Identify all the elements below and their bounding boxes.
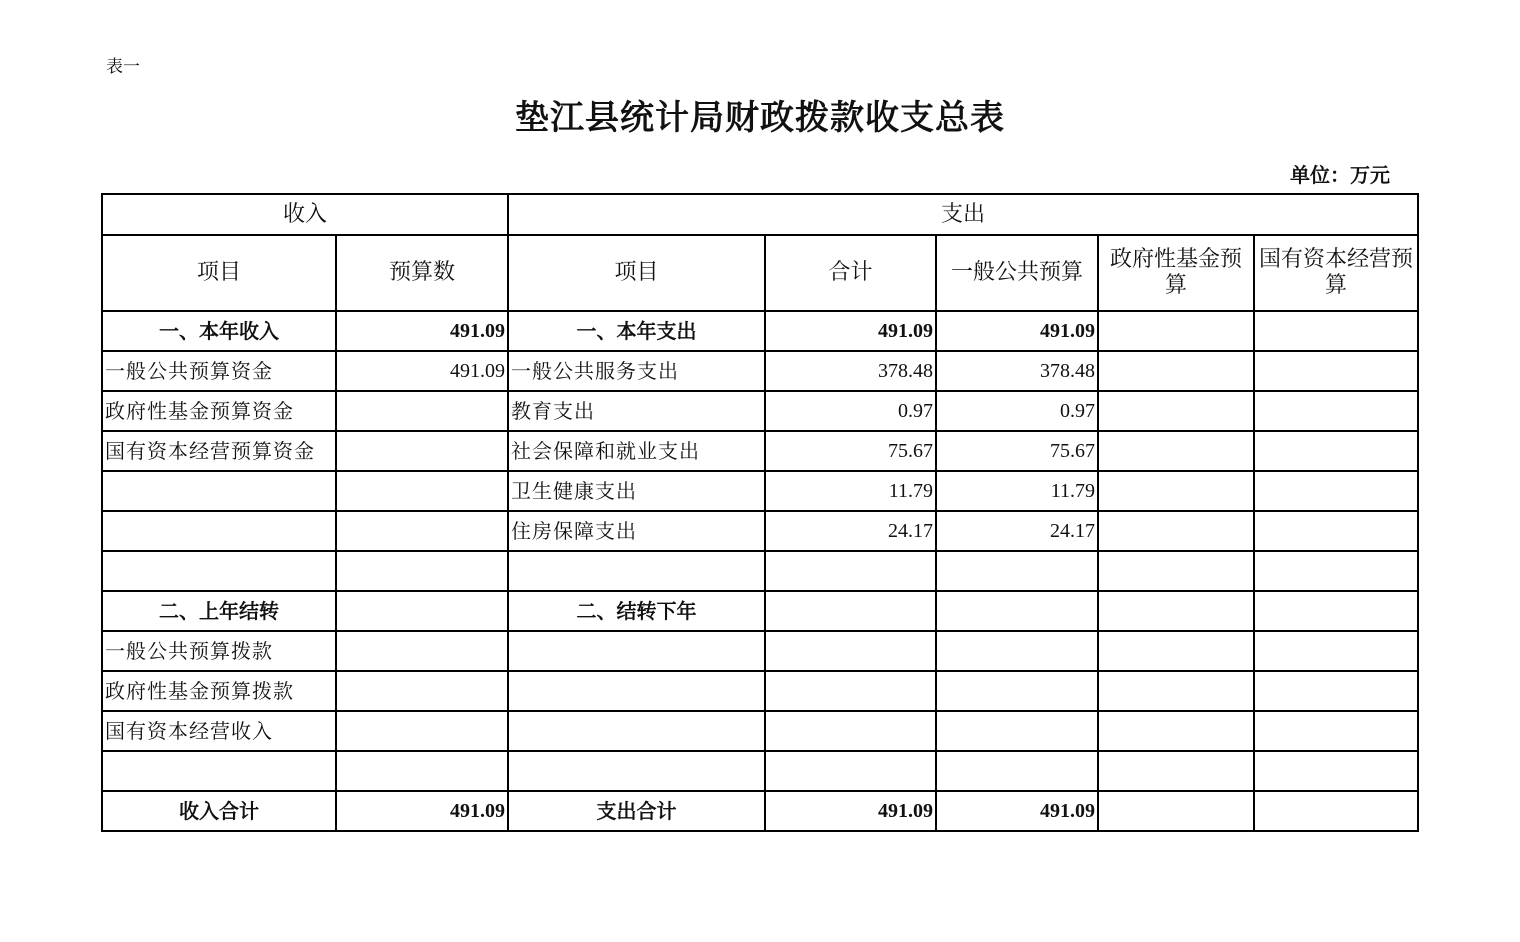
general-budget-cell: 491.09 — [936, 791, 1098, 831]
expense-item-cell: 社会保障和就业支出 — [508, 431, 765, 471]
general-budget-cell — [936, 751, 1098, 791]
budget-table — [101, 193, 1419, 832]
table-row — [102, 791, 1418, 831]
income-value-cell: 491.09 — [336, 791, 508, 831]
income-item-cell: 二、上年结转 — [102, 591, 336, 631]
income-value-cell: 491.09 — [336, 311, 508, 351]
expense-total-cell: 75.67 — [765, 431, 936, 471]
expense-item-cell: 住房保障支出 — [508, 511, 765, 551]
fund-budget-cell — [1098, 431, 1254, 471]
income-value-cell — [336, 711, 508, 751]
expense-header: 支出 — [508, 194, 1418, 235]
state-capital-cell — [1254, 431, 1418, 471]
expense-item-cell — [508, 671, 765, 711]
income-value-cell — [336, 751, 508, 791]
expense-total-cell — [765, 591, 936, 631]
expense-total-cell: 378.48 — [765, 351, 936, 391]
fund-budget-cell — [1098, 351, 1254, 391]
state-capital-cell — [1254, 511, 1418, 551]
col-header-state-capital-budget: 国有资本经营预算 — [1254, 235, 1418, 311]
expense-total-cell: 491.09 — [765, 791, 936, 831]
general-budget-cell: 378.48 — [936, 351, 1098, 391]
income-item-cell: 政府性基金预算拨款 — [102, 671, 336, 711]
income-item-cell: 国有资本经营收入 — [102, 711, 336, 751]
table-row — [102, 551, 1418, 591]
fund-budget-cell — [1098, 791, 1254, 831]
general-budget-cell: 0.97 — [936, 391, 1098, 431]
state-capital-cell — [1254, 631, 1418, 671]
expense-total-cell — [765, 631, 936, 671]
fund-budget-cell — [1098, 751, 1254, 791]
general-budget-cell — [936, 551, 1098, 591]
fund-budget-cell — [1098, 631, 1254, 671]
expense-item-cell: 教育支出 — [508, 391, 765, 431]
expense-item-cell: 支出合计 — [508, 791, 765, 831]
income-item-cell: 一般公共预算资金 — [102, 351, 336, 391]
expense-total-cell: 0.97 — [765, 391, 936, 431]
state-capital-cell — [1254, 551, 1418, 591]
expense-item-cell — [508, 711, 765, 751]
expense-item-cell — [508, 751, 765, 791]
income-item-cell — [102, 471, 336, 511]
income-value-cell — [336, 551, 508, 591]
state-capital-cell — [1254, 391, 1418, 431]
col-header-budget: 预算数 — [336, 235, 508, 311]
expense-item-cell: 二、结转下年 — [508, 591, 765, 631]
fund-budget-cell — [1098, 591, 1254, 631]
state-capital-cell — [1254, 351, 1418, 391]
expense-item-cell: 卫生健康支出 — [508, 471, 765, 511]
col-header-income-item: 项目 — [102, 235, 336, 311]
table-row — [102, 671, 1418, 711]
col-header-general-budget: 一般公共预算 — [936, 235, 1098, 311]
table-row — [102, 591, 1418, 631]
general-budget-cell: 24.17 — [936, 511, 1098, 551]
state-capital-cell — [1254, 791, 1418, 831]
col-header-expense-item: 项目 — [508, 235, 765, 311]
table-number: 表一 — [106, 57, 140, 77]
fund-budget-cell — [1098, 551, 1254, 591]
table-row — [102, 471, 1418, 511]
expense-item-cell — [508, 551, 765, 591]
income-value-cell — [336, 431, 508, 471]
general-budget-cell: 11.79 — [936, 471, 1098, 511]
general-budget-cell — [936, 711, 1098, 751]
table-row — [102, 631, 1418, 671]
expense-total-cell: 24.17 — [765, 511, 936, 551]
general-budget-cell: 75.67 — [936, 431, 1098, 471]
expense-total-cell: 11.79 — [765, 471, 936, 511]
income-header: 收入 — [102, 194, 508, 235]
table-row — [102, 431, 1418, 471]
income-value-cell — [336, 511, 508, 551]
income-item-cell: 收入合计 — [102, 791, 336, 831]
fund-budget-cell — [1098, 471, 1254, 511]
fund-budget-cell — [1098, 311, 1254, 351]
income-value-cell — [336, 391, 508, 431]
expense-total-cell — [765, 711, 936, 751]
state-capital-cell — [1254, 591, 1418, 631]
income-item-cell: 一般公共预算拨款 — [102, 631, 336, 671]
income-value-cell — [336, 631, 508, 671]
fund-budget-cell — [1098, 711, 1254, 751]
income-value-cell — [336, 471, 508, 511]
expense-total-cell: 491.09 — [765, 311, 936, 351]
fund-budget-cell — [1098, 671, 1254, 711]
general-budget-cell: 491.09 — [936, 311, 1098, 351]
income-value-cell — [336, 591, 508, 631]
table-row — [102, 711, 1418, 751]
income-item-cell: 一、本年收入 — [102, 311, 336, 351]
income-item-cell: 政府性基金预算资金 — [102, 391, 336, 431]
income-item-cell — [102, 511, 336, 551]
expense-item-cell: 一、本年支出 — [508, 311, 765, 351]
expense-total-cell — [765, 551, 936, 591]
unit-label: 单位：万元 — [1290, 163, 1390, 187]
general-budget-cell — [936, 631, 1098, 671]
general-budget-cell — [936, 591, 1098, 631]
table-row — [102, 351, 1418, 391]
fund-budget-cell — [1098, 511, 1254, 551]
expense-total-cell — [765, 671, 936, 711]
col-header-fund-budget: 政府性基金预算 — [1098, 235, 1254, 311]
state-capital-cell — [1254, 711, 1418, 751]
col-header-total: 合计 — [765, 235, 936, 311]
fund-budget-cell — [1098, 391, 1254, 431]
income-value-cell — [336, 671, 508, 711]
table-row — [102, 511, 1418, 551]
expense-total-cell — [765, 751, 936, 791]
table-row — [102, 751, 1418, 791]
income-item-cell — [102, 751, 336, 791]
general-budget-cell — [936, 671, 1098, 711]
table-row — [102, 311, 1418, 351]
state-capital-cell — [1254, 471, 1418, 511]
state-capital-cell — [1254, 311, 1418, 351]
table-row — [102, 391, 1418, 431]
state-capital-cell — [1254, 671, 1418, 711]
income-value-cell: 491.09 — [336, 351, 508, 391]
income-item-cell — [102, 551, 336, 591]
state-capital-cell — [1254, 751, 1418, 791]
expense-item-cell: 一般公共服务支出 — [508, 351, 765, 391]
expense-item-cell — [508, 631, 765, 671]
income-item-cell: 国有资本经营预算资金 — [102, 431, 336, 471]
page-title: 垫江县统计局财政拨款收支总表 — [515, 98, 1005, 138]
